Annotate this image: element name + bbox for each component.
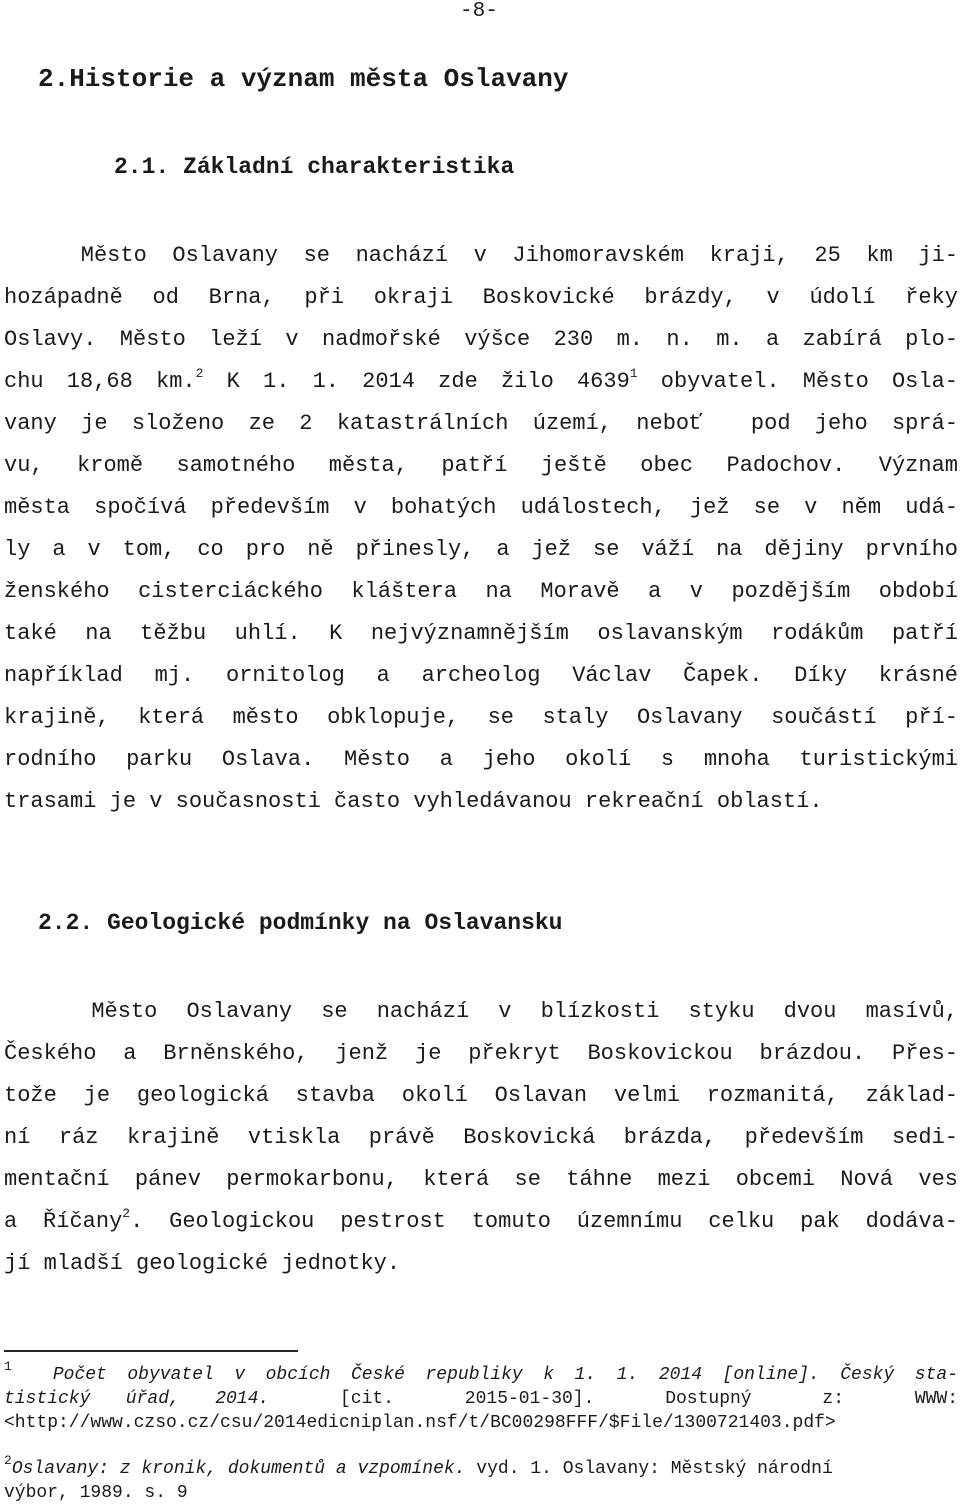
paragraph-line: [4, 1205, 958, 1234]
paragraph-line: vu, kromě samotného města, patří ještě obec Padochov. Význam: [4, 453, 958, 478]
paragraph-line: [4, 365, 958, 394]
footnote-ref: 2: [195, 365, 204, 381]
footnote-line: výbor, 1989. s. 9: [4, 1483, 188, 1503]
paragraph-line: města spočívá především v bohatých událostech, jež se v něm udá-: [4, 495, 958, 520]
text-run: [cit. 2015-01-30]. Dostupný z: WWW:: [269, 1389, 958, 1409]
footnote-mark: 2: [4, 1453, 12, 1468]
footnote-citation: Počet obyvatel v obcích České republiky k 1. 1. 2014 [online]. Český sta-: [11, 1365, 958, 1385]
footnote-url: <http://www.czso.cz/csu/2014edicniplan.nsf/t/BC00298FFF/$File/1300721403.pdf>: [4, 1413, 836, 1433]
chapter-heading: 2.Historie a význam města Oslavany: [38, 64, 569, 94]
paragraph-line: tože je geologická stavba okolí Oslavan velmi rozmanitá, základ-: [4, 1083, 958, 1108]
paragraph-line: krajině, která město obklopuje, se staly Oslavany součástí pří-: [4, 705, 958, 730]
paragraph-line: ly a v tom, co pro ně přinesly, a jež se váží na dějiny prvního: [4, 537, 958, 562]
text-run: obyvatel. Město Osla-: [637, 369, 958, 394]
paragraph-line: rodního parku Oslava. Město a jeho okolí s mnoha turistickými: [4, 747, 958, 772]
paragraph-line: ní ráz krajině vtiskla právě Boskovická brázda, především sedi-: [4, 1125, 958, 1150]
footnote-ref: 2: [122, 1205, 131, 1221]
text-run: . Geologickou pestrost tomuto územnímu celku pak dodáva-: [130, 1209, 958, 1234]
section-heading-geology: 2.2. Geologické podmínky na Oslavansku: [38, 910, 563, 936]
text-run: K 1. 1. 2014 zde žilo 4639: [203, 369, 630, 394]
footnote-mark: 1: [4, 1359, 12, 1374]
footnote-citation: Oslavany: z kronik, dokumentů a vzpomínek.: [11, 1459, 466, 1479]
section-heading-basic-characteristics: 2.1. Základní charakteristika: [114, 154, 515, 180]
footnote-separator: [4, 1350, 298, 1352]
footnote-citation: tistický úřad, 2014.: [4, 1389, 270, 1409]
paragraph-line: trasami je v současnosti často vyhledávanou rekreační oblastí.: [4, 789, 823, 814]
footnote-line: [4, 1453, 833, 1479]
paragraph-line: vany je složeno ze 2 katastrálních území, neboť pod jeho sprá-: [4, 411, 958, 436]
footnote-line: [4, 1389, 958, 1409]
paragraph-line: například mj. ornitolog a archeolog Václav Čapek. Díky krásné: [4, 663, 958, 688]
footnote-ref: 1: [629, 365, 638, 381]
paragraph-line: ženského cisterciáckého kláštera na Moravě a v pozdějším období: [4, 579, 958, 604]
footnote-line: [4, 1359, 958, 1385]
paragraph-line: Město Oslavany se nachází v Jihomoravském kraji, 25 km ji-: [4, 243, 958, 268]
paragraph-line: Českého a Brněnského, jenž je překryt Boskovickou brázdou. Přes-: [4, 1041, 958, 1066]
paragraph-line: Oslavy. Město leží v nadmořské výšce 230 m. n. m. a zabírá plo-: [4, 327, 958, 352]
text-run: a Říčany: [4, 1209, 123, 1234]
paragraph-line: také na těžbu uhlí. K nejvýznamnějším oslavanským rodákům patří: [4, 621, 958, 646]
paragraph-line: jí mladší geologické jednotky.: [4, 1251, 401, 1276]
page-number: -8-: [460, 0, 498, 23]
text-run: vyd. 1. Oslavany: Městský národní: [465, 1459, 833, 1479]
paragraph-line: mentační pánev permokarbonu, která se táhne mezi obcemi Nová ves: [4, 1167, 958, 1192]
paragraph-line: Město Oslavany se nachází v blízkosti styku dvou masívů,: [4, 999, 958, 1024]
paragraph-line: hozápadně od Brna, při okraji Boskovické brázdy, v údolí řeky: [4, 285, 958, 310]
text-run: chu 18,68 km.: [4, 369, 196, 394]
